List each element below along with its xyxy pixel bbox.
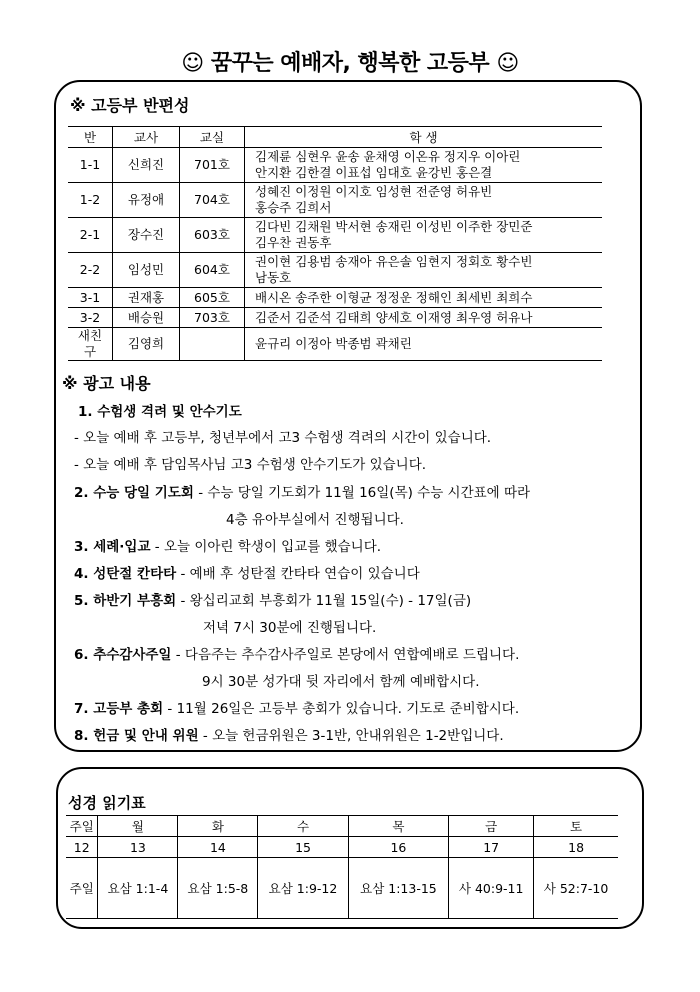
ad-item-title: 1. 수험생 격려 및 안수기도 — [78, 404, 242, 420]
class-table — [68, 126, 602, 361]
class-section-heading: ※ 고등부 반편성 — [70, 96, 190, 115]
class-row — [68, 288, 602, 308]
reading-dates-row — [66, 837, 618, 858]
ad-item-title: 3. 세례·입교 — [74, 539, 151, 555]
ad-item — [202, 670, 700, 690]
class-ban: 2-2 — [68, 253, 113, 288]
student-line: 김우찬 권동후 — [255, 235, 332, 250]
class-teacher: 임성민 — [113, 253, 180, 288]
ad-item-text: 9시 30분 성가대 뒷 자리에서 함께 예배합시다. — [202, 674, 480, 690]
class-students — [245, 328, 603, 361]
col-ban: 반 — [68, 127, 113, 148]
class-ban: 새친구 — [68, 328, 113, 361]
ad-item — [74, 481, 634, 501]
reading-heading: 성경 읽기표 — [68, 794, 146, 812]
class-students — [245, 183, 603, 218]
class-row — [68, 328, 602, 361]
student-line: 홍승주 김희서 — [255, 200, 332, 215]
class-room — [180, 328, 245, 361]
ad-item — [78, 400, 638, 420]
class-room: 701호 — [180, 148, 245, 183]
class-students — [245, 288, 603, 308]
ad-item — [74, 724, 634, 744]
col-students: 학 생 — [245, 127, 603, 148]
ad-item — [74, 535, 634, 555]
reading-days-row — [66, 816, 618, 837]
reading-date: 15 — [258, 837, 348, 858]
class-table-header — [68, 127, 602, 148]
ad-item-text: - 오늘 이아린 학생이 입교를 했습니다. — [150, 539, 382, 555]
ad-item-title: 6. 추수감사주일 — [74, 647, 172, 663]
reading-day: 목 — [348, 816, 449, 837]
class-teacher: 권재홍 — [113, 288, 180, 308]
ad-item-text: 저녁 7시 30분에 진행됩니다. — [203, 620, 377, 636]
class-students — [245, 308, 603, 328]
reading-date: 13 — [98, 837, 178, 858]
reading-date: 17 — [449, 837, 534, 858]
class-room: 605호 — [180, 288, 245, 308]
class-teacher: 장수진 — [113, 218, 180, 253]
col-teacher: 교사 — [113, 127, 180, 148]
ad-item — [74, 643, 634, 663]
reading-passage: 요삼 1:1-4 — [98, 858, 178, 919]
class-ban: 3-1 — [68, 288, 113, 308]
student-line: 안지환 김한결 이표섭 임대호 윤강빈 홍은결 — [255, 165, 493, 180]
ad-item-title: 5. 하반기 부흥회 — [74, 593, 177, 609]
ads-heading: ※ 광고 내용 — [62, 374, 151, 393]
class-row — [68, 253, 602, 288]
class-row — [68, 308, 602, 328]
student-line: 윤규리 이정아 박종범 곽채린 — [255, 336, 412, 351]
ad-item-text: - 수능 당일 기도회가 11월 16일(목) 수능 시간표에 따라 — [193, 485, 531, 501]
class-ban: 1-1 — [68, 148, 113, 183]
class-room: 603호 — [180, 218, 245, 253]
reading-day: 화 — [178, 816, 258, 837]
ad-item-text: - 다음주는 추수감사주일로 본당에서 연합예배로 드립니다. — [171, 647, 520, 663]
ad-item-text: - 오늘 예배 후 고등부, 청년부에서 고3 수험생 격려의 시간이 있습니다. — [74, 430, 492, 446]
ad-item-title: 4. 성탄절 칸타타 — [74, 566, 177, 582]
col-room: 교실 — [180, 127, 245, 148]
class-row — [68, 218, 602, 253]
reading-date: 14 — [178, 837, 258, 858]
page-title: ☺ 꿈꾸는 예배자, 행복한 고등부 ☺ — [181, 51, 519, 76]
ad-item — [74, 589, 634, 609]
student-line: 김제륜 심현우 윤송 윤채영 이온유 정지우 이아린 — [255, 149, 521, 164]
class-teacher: 유정애 — [113, 183, 180, 218]
reading-day: 주일 — [66, 816, 98, 837]
ad-item-text: - 왕십리교회 부흥회가 11월 15일(수) - 17일(금) — [176, 593, 472, 609]
student-line: 김준서 김준석 김태희 양세호 이재영 최우영 허유나 — [255, 309, 533, 325]
ad-item-text: - 11월 26일은 고등부 총회가 있습니다. 기도로 준비합시다. — [163, 701, 520, 717]
reading-passage: 요삼 1:5-8 — [178, 858, 258, 919]
reading-passage: 사 52:7-10 — [534, 858, 618, 919]
class-students — [245, 148, 603, 183]
ad-item — [203, 616, 700, 636]
class-room: 703호 — [180, 308, 245, 328]
reading-passages-row — [66, 858, 618, 919]
reading-day: 금 — [449, 816, 534, 837]
ad-item — [74, 697, 634, 717]
ad-item-text: - 예배 후 성탄절 칸타타 연습이 있습니다 — [176, 566, 420, 582]
class-ban: 1-2 — [68, 183, 113, 218]
ad-item-title: 2. 수능 당일 기도회 — [74, 485, 194, 501]
student-line: 권이현 김용범 송재아 유은솔 임현지 정회호 황수빈 — [255, 254, 533, 269]
class-teacher: 신희진 — [113, 148, 180, 183]
student-line: 성혜진 이정원 이지호 임성현 전준영 허유빈 — [255, 184, 493, 199]
student-line: 남동호 — [255, 270, 292, 285]
ad-item-text: 4층 유아부실에서 진행됩니다. — [226, 512, 404, 528]
reading-date: 12 — [66, 837, 98, 858]
reading-day: 월 — [98, 816, 178, 837]
class-ban: 3-2 — [68, 308, 113, 328]
class-room: 704호 — [180, 183, 245, 218]
reading-day: 토 — [534, 816, 618, 837]
ad-item-text: - 오늘 헌금위원은 3-1반, 안내위원은 1-2반입니다. — [198, 728, 504, 744]
ad-item-title: 7. 고등부 총회 — [74, 701, 164, 717]
reading-passage: 요삼 1:13-15 — [348, 858, 449, 919]
class-teacher: 배승원 — [113, 308, 180, 328]
student-line: 김다빈 김채원 박서현 송재린 이성빈 이주한 장민준 — [255, 219, 533, 234]
class-teacher: 김영희 — [113, 328, 180, 361]
ad-item — [74, 426, 634, 446]
reading-date: 18 — [534, 837, 618, 858]
class-students — [245, 218, 603, 253]
reading-date: 16 — [348, 837, 449, 858]
student-line: 배시온 송주한 이형균 정정운 정해인 최세빈 최희수 — [255, 289, 533, 305]
reading-table — [66, 815, 618, 919]
ad-item-text: - 오늘 예배 후 담임목사님 고3 수험생 안수기도가 있습니다. — [74, 457, 427, 473]
reading-passage: 주일 — [66, 858, 98, 919]
class-room: 604호 — [180, 253, 245, 288]
ad-item-title: 8. 헌금 및 안내 위원 — [74, 728, 199, 744]
class-students — [245, 253, 603, 288]
reading-passage: 요삼 1:9-12 — [258, 858, 348, 919]
ad-item — [226, 508, 700, 528]
reading-passage: 사 40:9-11 — [449, 858, 534, 919]
reading-day: 수 — [258, 816, 348, 837]
ad-item — [74, 453, 634, 473]
class-row — [68, 148, 602, 183]
class-ban: 2-1 — [68, 218, 113, 253]
ad-item — [74, 562, 634, 582]
class-row — [68, 183, 602, 218]
